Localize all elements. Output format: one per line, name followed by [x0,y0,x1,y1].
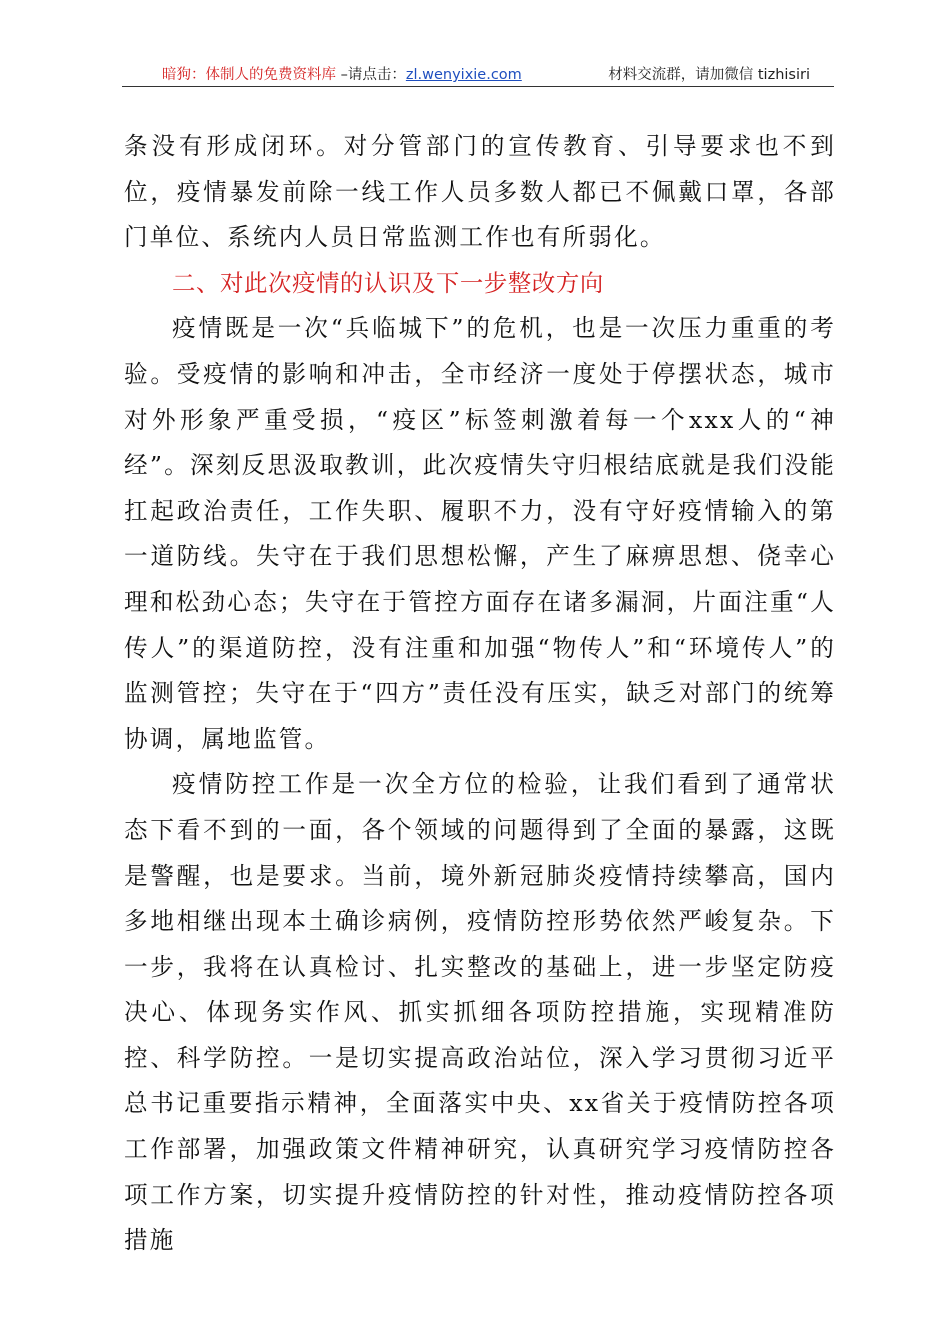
page-header [122,56,834,87]
section-heading: 二、对此次疫情的认识及下一步整改方向 [172,268,604,297]
paragraph-reflection: 疫情既是一次“兵临城下”的危机，也是一次压力重重的考验。受疫情的影响和冲击，全市经济一度处于停摆状态，城市对外形象严重受损，“疫区”标签刺激着每一个xxx人的“神经”。深刻反思汲取教训，此次疫情失守归根结底就是我们没能扛起政治责任，工作失职、履职不力，没有守好疫情输入的第一道防线。失守在于我们思想松懈，产生了麻痹思想、侥幸心理和松劲心态；失守在于管控方面存在诸多漏洞，片面注重“人传人”的渠道防控，没有注重和加强“物传人”和“环境传人”的监测管控；失守在于“四方”责任没有压实，缺乏对部门的统筹协调，属地监管。 [124,314,836,753]
header-ad-prompt: –请点击： [336,67,406,83]
header-ad-link[interactable]: zl.wenyixie.com [405,67,522,83]
document-body [124,124,836,1264]
paragraph-next-steps: 疫情防控工作是一次全方位的检验，让我们看到了通常状态下看不到的一面，各个领域的问题得到了全面的暴露，这既是警醒，也是要求。当前，境外新冠肺炎疫情持续攀高，国内多地相继出现本土确诊病例，疫情防控形势依然严峻复杂。下一步，我将在认真检讨、扎实整改的基础上，进一步坚定防疫决心、体现务实作风、抓实抓细各项防控措施，实现精准防控、科学防控。一是切实提高政治站位，深入学习贯彻习近平总书记重要指示精神，全面落实中央、xx省关于疫情防控各项工作部署，加强政策文件精神研究，认真研究学习疫情防控各项工作方案，切实提升疫情防控的针对性，推动疫情防控各项措施 [124,770,836,1255]
header-wechat-note: 材料交流群，请加微信 tizhisiri [608,67,810,83]
header-ad [162,63,522,84]
header-ad-title: 暗狗：体制人的免费资料库 [162,67,336,83]
paragraph-continued: 条没有形成闭环。对分管部门的宣传教育、引导要求也不到位，疫情暴发前除一线工作人员多数人都已不佩戴口罩，各部门单位、系统内人员日常监测工作也有所弱化。 [124,132,836,252]
